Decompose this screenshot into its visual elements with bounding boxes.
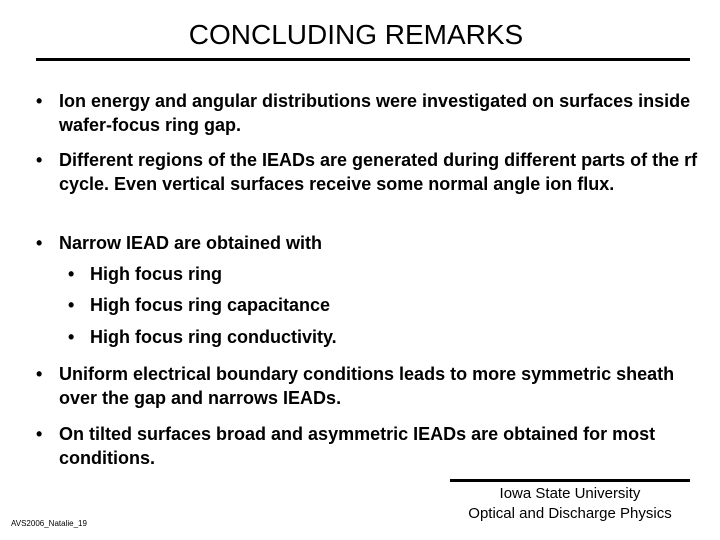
bullet-item: [36, 90, 699, 137]
sub-bullet-dot: •: [68, 295, 75, 315]
bullet-dot: •: [36, 91, 43, 111]
sub-bullet-item: [68, 263, 690, 287]
footer-org-line2: Optical and Discharge Physics: [468, 505, 672, 522]
sub-bullet-dot: •: [68, 327, 75, 347]
slide-title: CONCLUDING REMARKS: [188, 19, 524, 50]
bullet-item: [36, 232, 699, 256]
footer-rule: [450, 479, 690, 482]
bullet-text: Ion energy and angular distributions were investigated on surfaces inside wafer-focus ring gap.: [59, 91, 691, 135]
bullet-dot: •: [36, 364, 43, 384]
bullet-item: [36, 363, 699, 410]
sub-bullet-text: High focus ring: [90, 264, 222, 284]
bullet-item: [36, 423, 699, 470]
bullet-text: Uniform electrical boundary conditions leads to more symmetric sheath over the gap and narrows IEADs.: [59, 364, 675, 408]
bullet-text: On tilted surfaces broad and asymmetric IEADs are obtained for most conditions.: [59, 424, 656, 468]
sub-bullet-dot: •: [68, 264, 75, 284]
bullet-text: Narrow IEAD are obtained with: [59, 233, 323, 253]
bullet-text: Different regions of the IEADs are generated during different parts of the rf cycle. Even vertical surfaces receive some normal angle ion flux.: [59, 150, 698, 194]
sub-bullet-text: High focus ring conductivity.: [90, 327, 337, 347]
footer-org-line1: Iowa State University: [499, 485, 641, 502]
bullet-dot: •: [36, 150, 43, 170]
sub-bullet-text: High focus ring capacitance: [90, 295, 331, 315]
bullet-dot: •: [36, 424, 43, 444]
sub-bullet-item: [68, 326, 690, 350]
title-underline: [36, 58, 690, 61]
footer-slide-id: AVS2006_Natalie_19: [11, 519, 87, 528]
bullet-dot: •: [36, 233, 43, 253]
footer-organization: [440, 484, 700, 524]
bullet-item: [36, 149, 699, 196]
sub-bullet-item: [68, 294, 690, 318]
